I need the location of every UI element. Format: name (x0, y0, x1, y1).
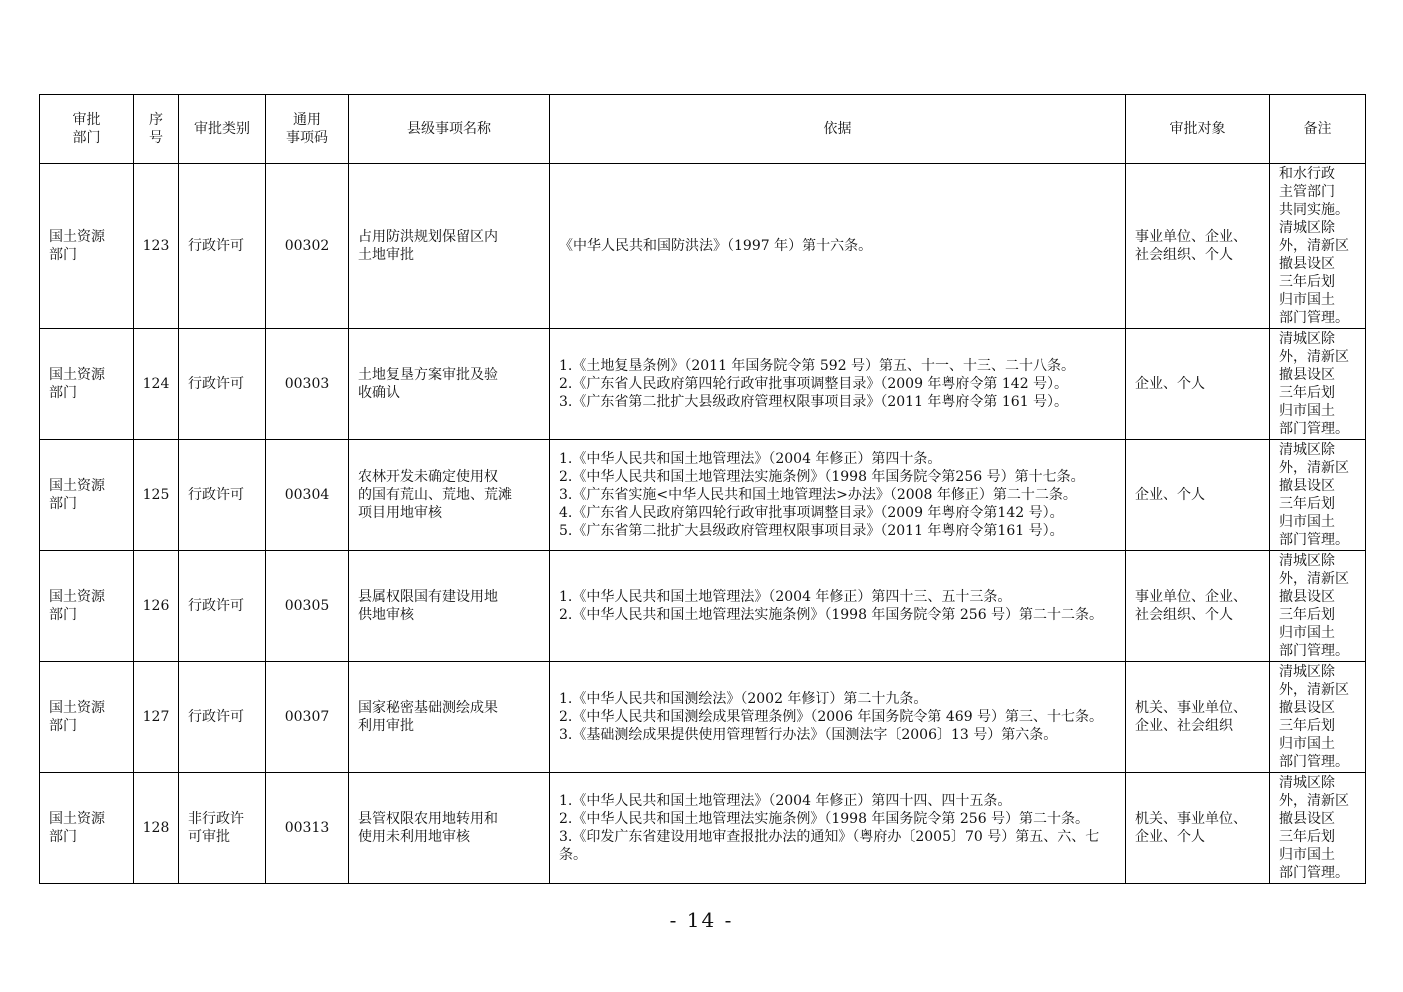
object-cell-line: 社会组织、个人 (1135, 247, 1233, 263)
name-cell-line: 的国有荒山、荒地、荒滩 (358, 487, 512, 503)
name-cell-line: 县管权限农用地转用和 (358, 811, 498, 827)
note-cell-line: 部门管理。 (1279, 532, 1349, 548)
type-cell (179, 164, 266, 329)
object-cell (1126, 551, 1270, 662)
dept-cell (40, 773, 134, 884)
note-cell-line: 部门管理。 (1279, 421, 1349, 437)
name-cell (349, 551, 550, 662)
note-cell-line: 撤县设区 (1279, 478, 1335, 494)
note-cell-line: 归市国土 (1279, 625, 1335, 641)
dept-cell-line: 部门 (49, 718, 77, 734)
name-cell-line: 农林开发未确定使用权 (358, 469, 498, 485)
dept-cell (40, 440, 134, 551)
basis-cell-line: 2.《中华人民共和国土地管理法实施条例》（1998 年国务院令第256 号）第十七条。 (559, 469, 1085, 485)
type-cell-line: 行政许可 (188, 709, 244, 725)
object-cell (1126, 164, 1270, 329)
header-num: 序 号 (134, 95, 179, 164)
header-name: 县级事项名称 (349, 95, 550, 164)
note-cell (1270, 164, 1366, 329)
dept-cell (40, 551, 134, 662)
num-cell: 125 (134, 440, 179, 551)
dept-cell (40, 662, 134, 773)
name-cell (349, 440, 550, 551)
note-cell-line: 三年后划 (1279, 829, 1335, 845)
num-cell: 124 (134, 329, 179, 440)
note-cell-line: 归市国土 (1279, 736, 1335, 752)
note-cell-line: 清城区除 (1279, 442, 1335, 458)
note-cell-line: 外，清新区 (1279, 571, 1349, 587)
note-cell-line: 部门管理。 (1279, 865, 1349, 881)
name-cell-line: 土地审批 (358, 247, 414, 263)
basis-cell-line: 4.《广东省人民政府第四轮行政审批事项调整目录》（2009 年粤府令第142 号）。 (559, 505, 1064, 521)
name-cell-line: 土地复垦方案审批及验 (358, 367, 498, 383)
basis-cell-line: 3.《基础测绘成果提供使用管理暂行办法》（国测法字〔2006〕13 号）第六条。 (559, 727, 1058, 743)
code-cell: 00307 (266, 662, 349, 773)
table-row (40, 164, 1366, 329)
object-cell-line: 事业单位、企业、 (1135, 229, 1247, 245)
table-row (40, 440, 1366, 551)
note-cell-line: 部门管理。 (1279, 310, 1349, 326)
dept-cell-line: 部门 (49, 829, 77, 845)
header-note: 备注 (1270, 95, 1366, 164)
basis-cell-line: 2.《中华人民共和国土地管理法实施条例》（1998 年国务院令第 256 号）第二十条。 (559, 811, 1090, 827)
object-cell-line: 事业单位、企业、 (1135, 589, 1247, 605)
note-cell-line: 撤县设区 (1279, 700, 1335, 716)
note-cell-line: 三年后划 (1279, 385, 1335, 401)
basis-cell-line: 2.《广东省人民政府第四轮行政审批事项调整目录》（2009 年粤府令第 142 号）。 (559, 376, 1069, 392)
basis-cell (550, 662, 1126, 773)
note-cell-line: 外，清新区 (1279, 460, 1349, 476)
note-cell-line: 归市国土 (1279, 403, 1335, 419)
name-cell-line: 国家秘密基础测绘成果 (358, 700, 498, 716)
dept-cell-line: 国土资源 (49, 478, 105, 494)
type-cell (179, 440, 266, 551)
object-cell (1126, 662, 1270, 773)
header-type: 审批类别 (179, 95, 266, 164)
table-row (40, 773, 1366, 884)
header-code: 通用 事项码 (266, 95, 349, 164)
object-cell-line: 企业、社会组织 (1135, 718, 1233, 734)
note-cell-line: 撤县设区 (1279, 589, 1335, 605)
basis-cell-line: 1.《中华人民共和国测绘法》（2002 年修订）第二十九条。 (559, 691, 928, 707)
table-row (40, 551, 1366, 662)
note-cell-line: 撤县设区 (1279, 811, 1335, 827)
basis-cell (550, 329, 1126, 440)
header-dept: 审批 部门 (40, 95, 134, 164)
name-cell (349, 164, 550, 329)
note-cell-line: 清城区除 (1279, 220, 1335, 236)
name-cell-line: 收确认 (358, 385, 400, 401)
note-cell-line: 撤县设区 (1279, 256, 1335, 272)
note-cell-line: 三年后划 (1279, 496, 1335, 512)
table-row (40, 662, 1366, 773)
type-cell-line: 行政许可 (188, 238, 244, 254)
basis-cell (550, 164, 1126, 329)
object-cell-line: 机关、事业单位、 (1135, 811, 1247, 827)
type-cell-line: 非行政许 (188, 811, 244, 827)
num-cell: 127 (134, 662, 179, 773)
note-cell (1270, 440, 1366, 551)
dept-cell-line: 国土资源 (49, 229, 105, 245)
approval-items-table (39, 94, 1366, 884)
object-cell-line: 企业、个人 (1135, 487, 1205, 503)
basis-cell (550, 551, 1126, 662)
basis-cell-line: 1.《土地复垦条例》（2011 年国务院令第 592 号）第五、十一、十三、二十八条。 (559, 358, 1076, 374)
note-cell-line: 三年后划 (1279, 718, 1335, 734)
name-cell (349, 329, 550, 440)
type-cell (179, 662, 266, 773)
note-cell-line: 三年后划 (1279, 274, 1335, 290)
type-cell-line: 行政许可 (188, 598, 244, 614)
code-cell: 00304 (266, 440, 349, 551)
code-cell: 00305 (266, 551, 349, 662)
type-cell-line: 可审批 (188, 829, 230, 845)
basis-cell-line: 1.《中华人民共和国土地管理法》（2004 年修正）第四十条。 (559, 451, 942, 467)
num-cell: 126 (134, 551, 179, 662)
note-cell-line: 归市国土 (1279, 292, 1335, 308)
code-cell: 00313 (266, 773, 349, 884)
type-cell (179, 329, 266, 440)
name-cell (349, 662, 550, 773)
note-cell (1270, 662, 1366, 773)
num-cell: 128 (134, 773, 179, 884)
type-cell-line: 行政许可 (188, 487, 244, 503)
dept-cell-line: 国土资源 (49, 367, 105, 383)
dept-cell-line: 部门 (49, 607, 77, 623)
name-cell-line: 占用防洪规划保留区内 (358, 229, 498, 245)
page-number: - 14 - (669, 908, 734, 932)
object-cell-line: 企业、个人 (1135, 829, 1205, 845)
num-cell: 123 (134, 164, 179, 329)
note-cell-line: 三年后划 (1279, 607, 1335, 623)
basis-cell-line: 2.《中华人民共和国测绘成果管理条例》（2006 年国务院令第 469 号）第三、十七条。 (559, 709, 1104, 725)
note-cell (1270, 773, 1366, 884)
name-cell-line: 项目用地审核 (358, 505, 442, 521)
dept-cell-line: 部门 (49, 247, 77, 263)
basis-cell-line: 1.《中华人民共和国土地管理法》（2004 年修正）第四十三、五十三条。 (559, 589, 1012, 605)
type-cell (179, 551, 266, 662)
note-cell-line: 清城区除 (1279, 775, 1335, 791)
note-cell-line: 外，清新区 (1279, 238, 1349, 254)
basis-cell-line: 3.《印发广东省建设用地审查报批办法的通知》（粤府办〔2005〕70 号）第五、六、七条。 (559, 829, 1100, 863)
name-cell-line: 供地审核 (358, 607, 414, 623)
note-cell-line: 部门管理。 (1279, 643, 1349, 659)
basis-cell (550, 773, 1126, 884)
code-cell: 00302 (266, 164, 349, 329)
dept-cell (40, 329, 134, 440)
dept-cell (40, 164, 134, 329)
basis-cell-line: 5.《广东省第二批扩大县级政府管理权限事项目录》（2011 年粤府令第161 号）。 (559, 523, 1064, 539)
note-cell-line: 清城区除 (1279, 553, 1335, 569)
name-cell-line: 利用审批 (358, 718, 414, 734)
header-object: 审批对象 (1126, 95, 1270, 164)
note-cell-line: 外，清新区 (1279, 793, 1349, 809)
object-cell-line: 机关、事业单位、 (1135, 700, 1247, 716)
code-cell: 00303 (266, 329, 349, 440)
note-cell-line: 外，清新区 (1279, 349, 1349, 365)
note-cell-line: 归市国土 (1279, 514, 1335, 530)
note-cell-line: 清城区除 (1279, 331, 1335, 347)
note-cell-line: 部门管理。 (1279, 754, 1349, 770)
note-cell-line: 和水行政 (1279, 166, 1335, 182)
basis-cell-line: 3.《广东省实施<中华人民共和国土地管理法>办法》（2008 年修正）第二十二条。 (559, 487, 1077, 503)
basis-cell (550, 440, 1126, 551)
dept-cell-line: 部门 (49, 496, 77, 512)
note-cell-line: 主管部门 (1279, 184, 1335, 200)
object-cell (1126, 773, 1270, 884)
name-cell-line: 使用未利用地审核 (358, 829, 470, 845)
object-cell (1126, 440, 1270, 551)
object-cell-line: 企业、个人 (1135, 376, 1205, 392)
dept-cell-line: 国土资源 (49, 811, 105, 827)
object-cell (1126, 329, 1270, 440)
note-cell-line: 撤县设区 (1279, 367, 1335, 383)
object-cell-line: 社会组织、个人 (1135, 607, 1233, 623)
dept-cell-line: 部门 (49, 385, 77, 401)
basis-cell-line: 《中华人民共和国防洪法》（1997 年）第十六条。 (559, 238, 873, 254)
note-cell (1270, 551, 1366, 662)
table-header-row (40, 95, 1366, 164)
type-cell (179, 773, 266, 884)
note-cell-line: 归市国土 (1279, 847, 1335, 863)
header-basis: 依据 (550, 95, 1126, 164)
name-cell (349, 773, 550, 884)
note-cell-line: 外，清新区 (1279, 682, 1349, 698)
basis-cell-line: 2.《中华人民共和国土地管理法实施条例》（1998 年国务院令第 256 号）第二十二条。 (559, 607, 1104, 623)
note-cell (1270, 329, 1366, 440)
table-row (40, 329, 1366, 440)
dept-cell-line: 国土资源 (49, 589, 105, 605)
basis-cell-line: 3.《广东省第二批扩大县级政府管理权限事项目录》（2011 年粤府令第 161 号）。 (559, 394, 1069, 410)
name-cell-line: 县属权限国有建设用地 (358, 589, 498, 605)
basis-cell-line: 1.《中华人民共和国土地管理法》（2004 年修正）第四十四、四十五条。 (559, 793, 1012, 809)
note-cell-line: 共同实施。 (1279, 202, 1349, 218)
note-cell-line: 清城区除 (1279, 664, 1335, 680)
type-cell-line: 行政许可 (188, 376, 244, 392)
dept-cell-line: 国土资源 (49, 700, 105, 716)
